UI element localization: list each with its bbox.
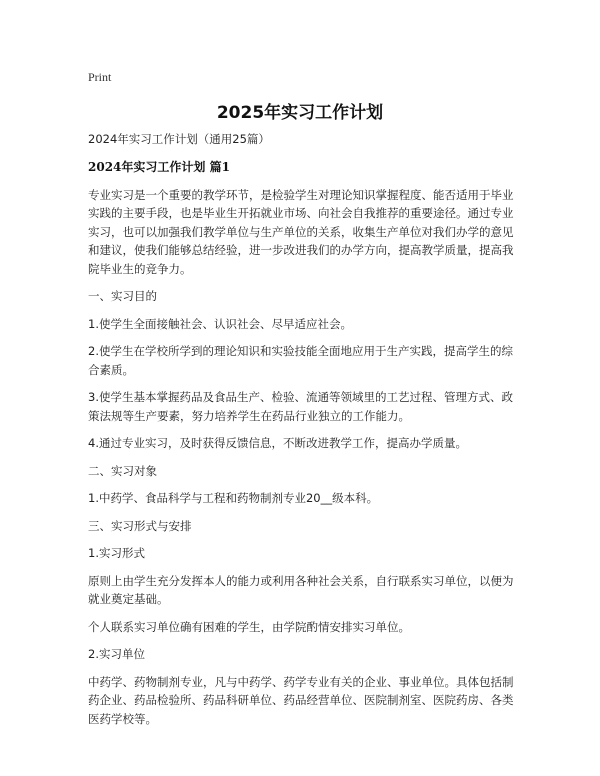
- heading-format: 三、实习形式与安排: [88, 518, 192, 533]
- purpose-item-1: 1.使学生全面接触社会、认识社会、尽早适应社会。: [88, 316, 352, 331]
- format-paragraph-1: 原则上由学生充分发挥本人的能力或利用各种社会关系，自行联系实习单位，以便为就业奠定基础。: [88, 573, 514, 606]
- unit-subheading: 2.实习单位: [88, 647, 145, 661]
- unit-paragraph: 中药学、药物制剂专业，凡与中药学、药学专业有关的企业、事业单位。具体包括制药企业、药品检验所、药品科研单位、药品经营单位、医院制剂室、医院药房、各类医药学校等。: [88, 674, 514, 726]
- document-subtitle: 2024年实习工作计划（通用25篇）: [88, 132, 270, 146]
- format-paragraph-2: 个人联系实习单位确有困难的学生，由学院酌情安排实习单位。: [88, 619, 410, 634]
- section-heading: 2024年实习工作计划 篇1: [88, 159, 230, 174]
- document-body: [88, 130, 518, 737]
- purpose-item-3: 3.使学生基本掌握药品及食品生产、检验、流通等领域里的工艺过程、管理方式、政策法规等生产要素，努力培养学生在药品行业独立的工作能力。: [88, 390, 513, 423]
- purpose-item-2: 2.使学生在学校所学到的理论知识和实验技能全面地应用于生产实践，提高学生的综合素质。: [88, 344, 513, 377]
- document-title: 2025年实习工作计划: [216, 103, 384, 123]
- target-item-1: 1.中药学、食品科学与工程和药物制剂专业20__级本科。: [88, 491, 379, 505]
- intro-paragraph: 专业实习是一个重要的教学环节，是检验学生对理论知识掌握程度、能否适用于毕业实践的主要手段，也是毕业生开拓就业市场、向社会自我推荐的重要途径。通过专业实习，也可以加强我们教学单位与生产单位的关系，收集生产单位对我们办学的意见和建议，使我们能够总结经验，进一步改进我们的办学方向，提高教学质量，提高我院毕业生的竞争力。: [88, 187, 514, 276]
- format-subheading: 1.实习形式: [88, 546, 145, 560]
- purpose-item-4: 4.通过专业实习，及时获得反馈信息，不断改进教学工作，提高办学质量。: [88, 436, 467, 450]
- heading-target: 二、实习对象: [88, 463, 157, 478]
- print-link[interactable]: Print: [88, 70, 112, 84]
- heading-purpose: 一、实习目的: [88, 289, 157, 303]
